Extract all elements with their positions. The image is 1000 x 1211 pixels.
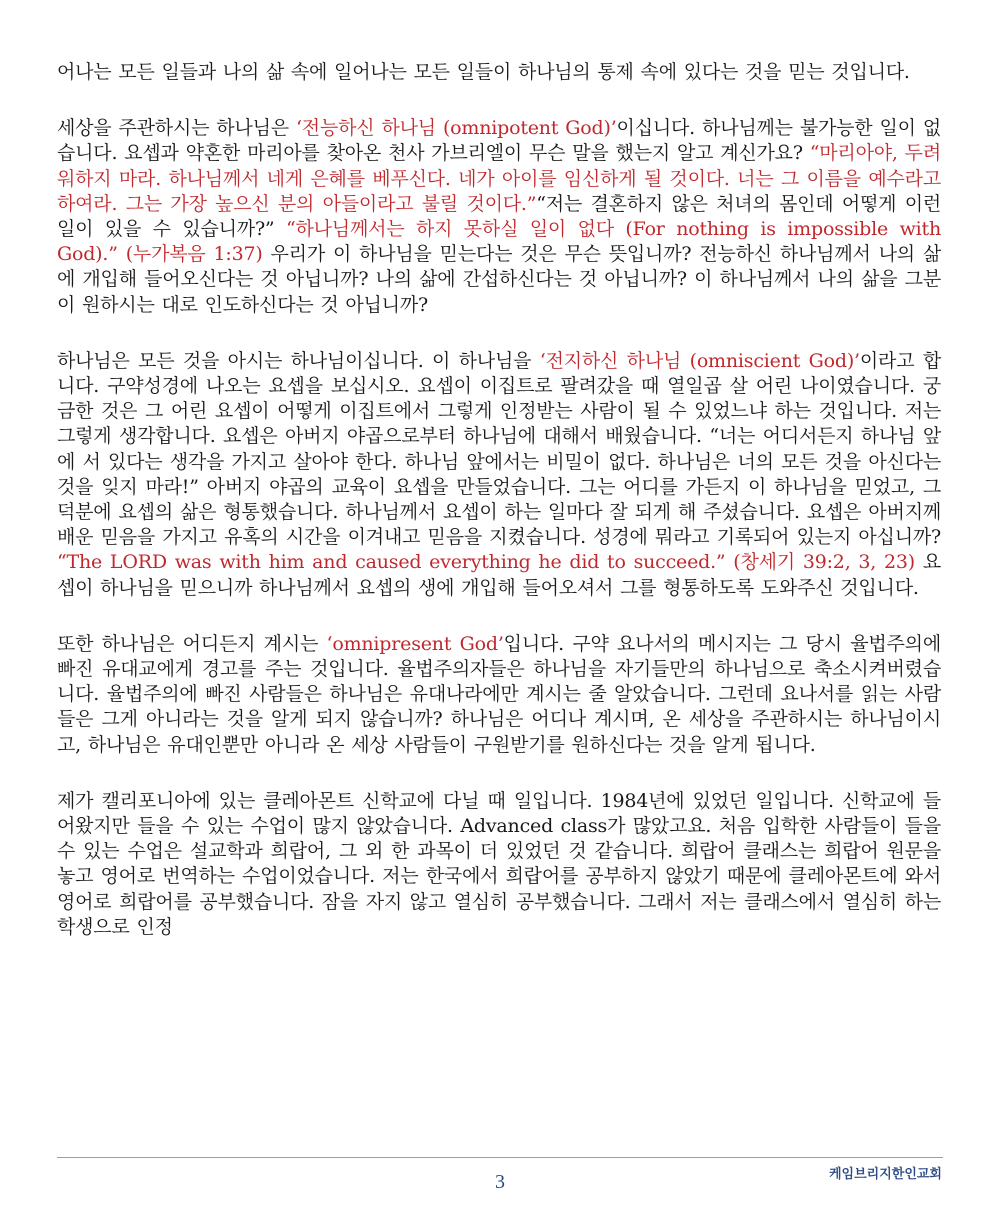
text-segment: 입니다. 구약 요나서의 메시지는 그 당시 율법주의에 빠진 유대교에게 경고를 주는 것입니다. 율법주의자들은 하나님을 자기들만의 하나님으로 축소시켜버렸습니다. 율법주의에 빠진 사람들은 하나님은 유대나라에만 계시는 줄 알았습니다. 그런데 요나서를 읽는 사람들은 그게 아니라는 것을 알게 되지 않습니까? 하나님은 어디나 계시며, 온 세상을 주관하시는 하나님이시고, 하나님은 유대인뿐만 아니라 온 세상 사람들이 구원받기를 원하신다는 것을 알게 됩니다. xyxy=(57,632,941,756)
text-segment: 제가 캘리포니아에 있는 클레아몬트 신학교에 다닐 때 일입니다. 1984년에 있었던 일입니다. 신학교에 들어왔지만 들을 수 있는 수업이 많지 않았습니다. Advanced class가 많았고요. 처음 입학한 사람들이 들을 수 있는 수업은 설교학과 희랍어, 그 외 한 과목이 더 있었던 것 같습니다. 희랍어 클래스는 희랍어 원문을 놓고 영어로 번역하는 수업이었습니다. 저는 한국에서 희랍어를 공부하지 않았기 때문에 클레아몬트에 와서 영어로 희랍어를 공부했습니다. 잠을 자지 않고 열심히 공부했습니다. 그래서 저는 클래스에서 열심히 하는 학생으로 인정 xyxy=(57,789,941,938)
church-name: 케임브리지한인교회 xyxy=(828,1167,942,1182)
paragraph xyxy=(57,789,941,940)
footer-divider xyxy=(57,1157,943,1158)
text-segment: 요셉이 하나님을 믿으니까 하나님께서 요셉의 생에 개입해 들어오셔서 그를 형통하도록 도와주신 것입니다. xyxy=(57,551,941,599)
text-segment: 어나는 모든 일들과 나의 삶 속에 일어나는 모든 일들이 하나님의 통제 속에 있다는 것을 믿는 것입니다. xyxy=(57,61,910,83)
text-segment: 세상을 주관하시는 하나님은 xyxy=(57,117,296,140)
highlighted-quote: ‘전능하신 하나님 (omnipotent God)’ xyxy=(295,117,617,140)
text-segment: “저는 결혼하지 않은 처녀의 몸인데 어떻게 이런 일이 있을 수 있습니까?” xyxy=(57,192,941,241)
document-body xyxy=(57,60,941,971)
text-segment: 이십니다. 하나님께는 불가능한 일이 없습니다. 요셉과 약혼한 마리아를 찾아온 천사 가브리엘이 무슨 말을 했는지 알고 계신가요? xyxy=(57,117,941,165)
page-number: 3 xyxy=(495,1171,505,1193)
highlighted-quote: “하나님께서는 하지 못하실 일이 없다 (For nothing is impossible with God).” (누가복음 1:37) xyxy=(57,218,941,266)
paragraph xyxy=(57,60,941,85)
paragraph xyxy=(57,349,941,601)
highlighted-quote: ‘전지하신 하나님 (omniscient God)’ xyxy=(539,349,860,372)
highlighted-quote: ‘omnipresent God’ xyxy=(326,632,504,655)
highlighted-quote: “The LORD was with him and caused everything he did to succeed.” (창세기 39:2, 3, 23) xyxy=(57,551,915,574)
text-segment: 우리가 이 하나님을 믿는다는 것은 무슨 뜻입니까? 전능하신 하나님께서 나의 삶에 개입해 들어오신다는 것 아닙니까? 나의 삶에 간섭하신다는 것 아닙니까? 이 하나님께서 나의 삶을 그분이 원하시는 대로 인도하신다는 것 아닙니까? xyxy=(57,243,941,316)
text-segment: 이라고 합니다. 구약성경에 나오는 요셉을 보십시오. 요셉이 이집트로 팔려갔을 때 열일곱 살 어린 나이였습니다. 궁금한 것은 그 어린 요셉이 어떻게 이집트에서 그렇게 인정받는 사람이 될 수 있었느냐 하는 것입니다. 저는 그렇게 생각합니다. 요셉은 아버지 야곱으로부터 하나님에 대해서 배웠습니다. “너는 어디서든지 하나님 앞에 서 있다는 생각을 가지고 살아야 한다. 하나님 앞에서는 비밀이 없다. 하나님은 너의 모든 것을 아신다는 것을 잊지 마라!” 아버지 야곱의 교육이 요셉을 만들었습니다. 그는 어디를 가든지 이 하나님을 믿었고, 그 덕분에 요셉의 삶은 형통했습니다. 하나님께서 요셉이 하는 일마다 잘 되게 해 주셨습니다. 요셉은 아버지께 배운 믿음을 가지고 유혹의 시간을 이겨내고 믿음을 지켰습니다. 성경에 뭐라고 기록되어 있는지 아십니까? xyxy=(57,349,941,549)
highlighted-quote: “마리아야, 두려워하지 마라. 하나님께서 네게 은혜를 베푸신다. 네가 아이를 임신하게 될 것이다. 너는 그 이름을 예수라고 하여라. 그는 가장 높으신 분의 아들이라고 불릴 것이다.” xyxy=(57,142,941,215)
paragraph xyxy=(57,632,941,758)
text-segment: 또한 하나님은 어디든지 계시는 xyxy=(57,632,327,655)
text-segment: 하나님은 모든 것을 아시는 하나님이십니다. 이 하나님을 xyxy=(57,349,540,372)
paragraph xyxy=(57,116,941,318)
